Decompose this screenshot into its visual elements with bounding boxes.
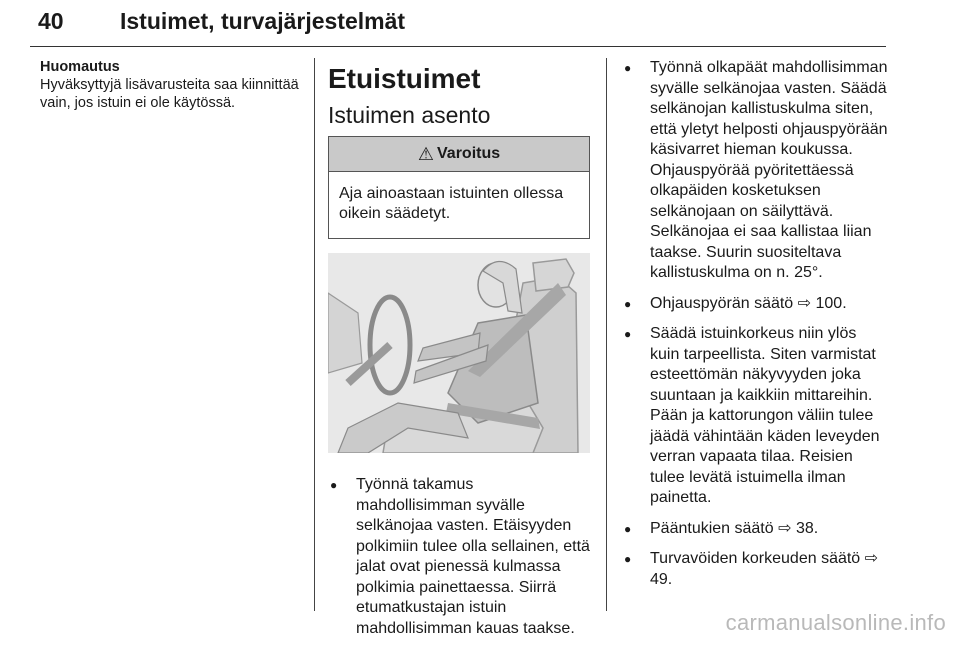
- list-item: ● Säädä istuinkorkeus niin ylös kuin tarpeellista. Siten varmistat esteettömän näkyvyyden joka suuntaan ja kaikkiin mittareihin. Pään ja kattorungon väliin tulee jäädä vähintään käden leveyden verran vapaata tilaa. Reisien tulee levätä istuimella ilman painetta.: [622, 324, 890, 509]
- warning-text: Aja ainoastaan istuinten ollessa oikein säädetyt.: [339, 185, 564, 222]
- note-title: Huomautus: [40, 59, 120, 75]
- section-title: Etuistuimet: [328, 63, 481, 94]
- watermark: carmanualsonline.info: [725, 610, 946, 635]
- figure: [328, 253, 590, 453]
- list-item-headrest-ref: ● Pääntukien säätö ⇨ 38.: [622, 519, 890, 540]
- instruction-list-a: [328, 475, 590, 639]
- warning-header: [329, 137, 589, 172]
- column-divider-right: [606, 58, 607, 611]
- list-item-seatbelt-ref: ● Turvavöiden korkeuden säätö ⇨ 49.: [622, 549, 890, 590]
- note-text: Hyväksyttyjä lisävarusteita saa kiinnittää vain, jos istuin ei ole käytössä.: [40, 77, 299, 111]
- instruction-list-b: [622, 58, 890, 590]
- note-column: [40, 58, 305, 112]
- chapter-title: Istuimet, turvajärjestelmät: [120, 8, 406, 34]
- page-header: [30, 6, 886, 47]
- section-subtitle: Istuimen asento: [328, 102, 491, 128]
- warning-box: [328, 136, 590, 239]
- column-divider-left: [314, 58, 315, 611]
- list-item: ● Työnnä takamus mahdollisimman syvälle selkänojaa vasten. Etäisyyden polkimiin tulee olla sellainen, että jalat ovat pienessä kulmassa polkimia painettaessa. Siirrä etumatkustajan istuin mahdollisimman kauas taakse.: [328, 475, 590, 639]
- list-item-steering-ref: ● Ohjauspyörän säätö ⇨ 100.: [622, 294, 890, 315]
- warning-title: Varoitus: [437, 145, 501, 162]
- driver-seating-position-illustration: [328, 253, 590, 453]
- right-column: [622, 58, 890, 600]
- main-column: [328, 58, 590, 649]
- warning-icon: ⚠: [417, 143, 434, 164]
- list-item: ● Työnnä olkapäät mahdollisimman syvälle selkänojaa vasten. Säädä selkänojan kallistuskulma siten, että yletyt helposti ohjauspyörään käsivarret hieman koukussa. Ohjauspyörää pyöritettäessä olkapäiden kosketuksen selkänojaan on säilyttävä. Selkänojaa ei saa kallistaa liian taakse. Suurin suositeltava kallistuskulma on n. 25°.: [622, 58, 890, 284]
- page-number: 40: [38, 8, 64, 34]
